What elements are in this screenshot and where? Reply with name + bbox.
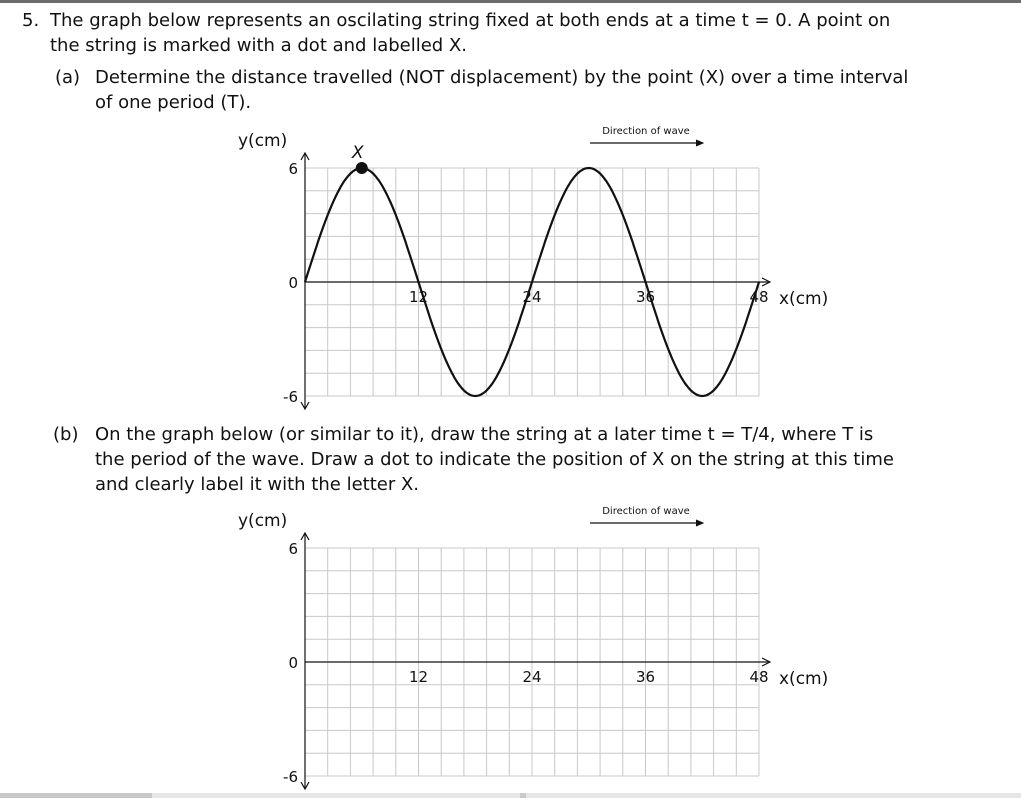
direction-arrow-head xyxy=(696,520,703,526)
y-tick-label: -6 xyxy=(283,388,298,406)
question-line: the string is marked with a dot and labelled X. xyxy=(50,35,467,56)
x-tick-label: 48 xyxy=(749,288,769,306)
part-b-line: and clearly label it with the letter X. xyxy=(95,474,420,495)
y-tick-label: 0 xyxy=(288,654,298,672)
x-tick-label: 36 xyxy=(635,668,656,686)
y-tick-label: -6 xyxy=(283,768,298,786)
part-a-line: of one period (T). xyxy=(95,92,252,113)
x-tick-label: 24 xyxy=(522,288,542,306)
point-x-label: X xyxy=(351,143,364,163)
x-tick-label: 48 xyxy=(749,668,769,686)
x-tick-label: 36 xyxy=(635,288,656,306)
part-b-label: (b) xyxy=(53,424,79,445)
y-tick-label: 0 xyxy=(288,274,298,292)
question-line: The graph below represents an oscilating string fixed at both ends at a time t = 0. A point on xyxy=(50,10,891,31)
page-bottom-bar xyxy=(0,793,1021,798)
direction-label: Direction of wave xyxy=(602,126,690,137)
x-axis-label: x(cm) xyxy=(779,669,829,689)
x-tick-label: 12 xyxy=(408,288,429,306)
x-tick-label: 12 xyxy=(408,668,429,686)
y-axis-label: y(cm) xyxy=(238,131,288,151)
x-axis-label: x(cm) xyxy=(779,289,829,309)
question-number: 5. xyxy=(22,10,40,31)
part-b-line: the period of the wave. Draw a dot to indicate the position of X on the string at this time xyxy=(95,449,894,470)
y-tick-label: 6 xyxy=(288,160,298,178)
part-b-line: On the graph below (or similar to it), draw the string at a later time t = T/4, where T is xyxy=(95,424,874,445)
x-tick-label: 24 xyxy=(522,668,542,686)
direction-label: Direction of wave xyxy=(602,506,690,517)
part-a-label: (a) xyxy=(55,67,81,88)
y-axis-label: y(cm) xyxy=(238,511,288,531)
part-a-line: Determine the distance travelled (NOT displacement) by the point (X) over a time interval xyxy=(95,67,909,88)
y-tick-label: 6 xyxy=(288,540,298,558)
